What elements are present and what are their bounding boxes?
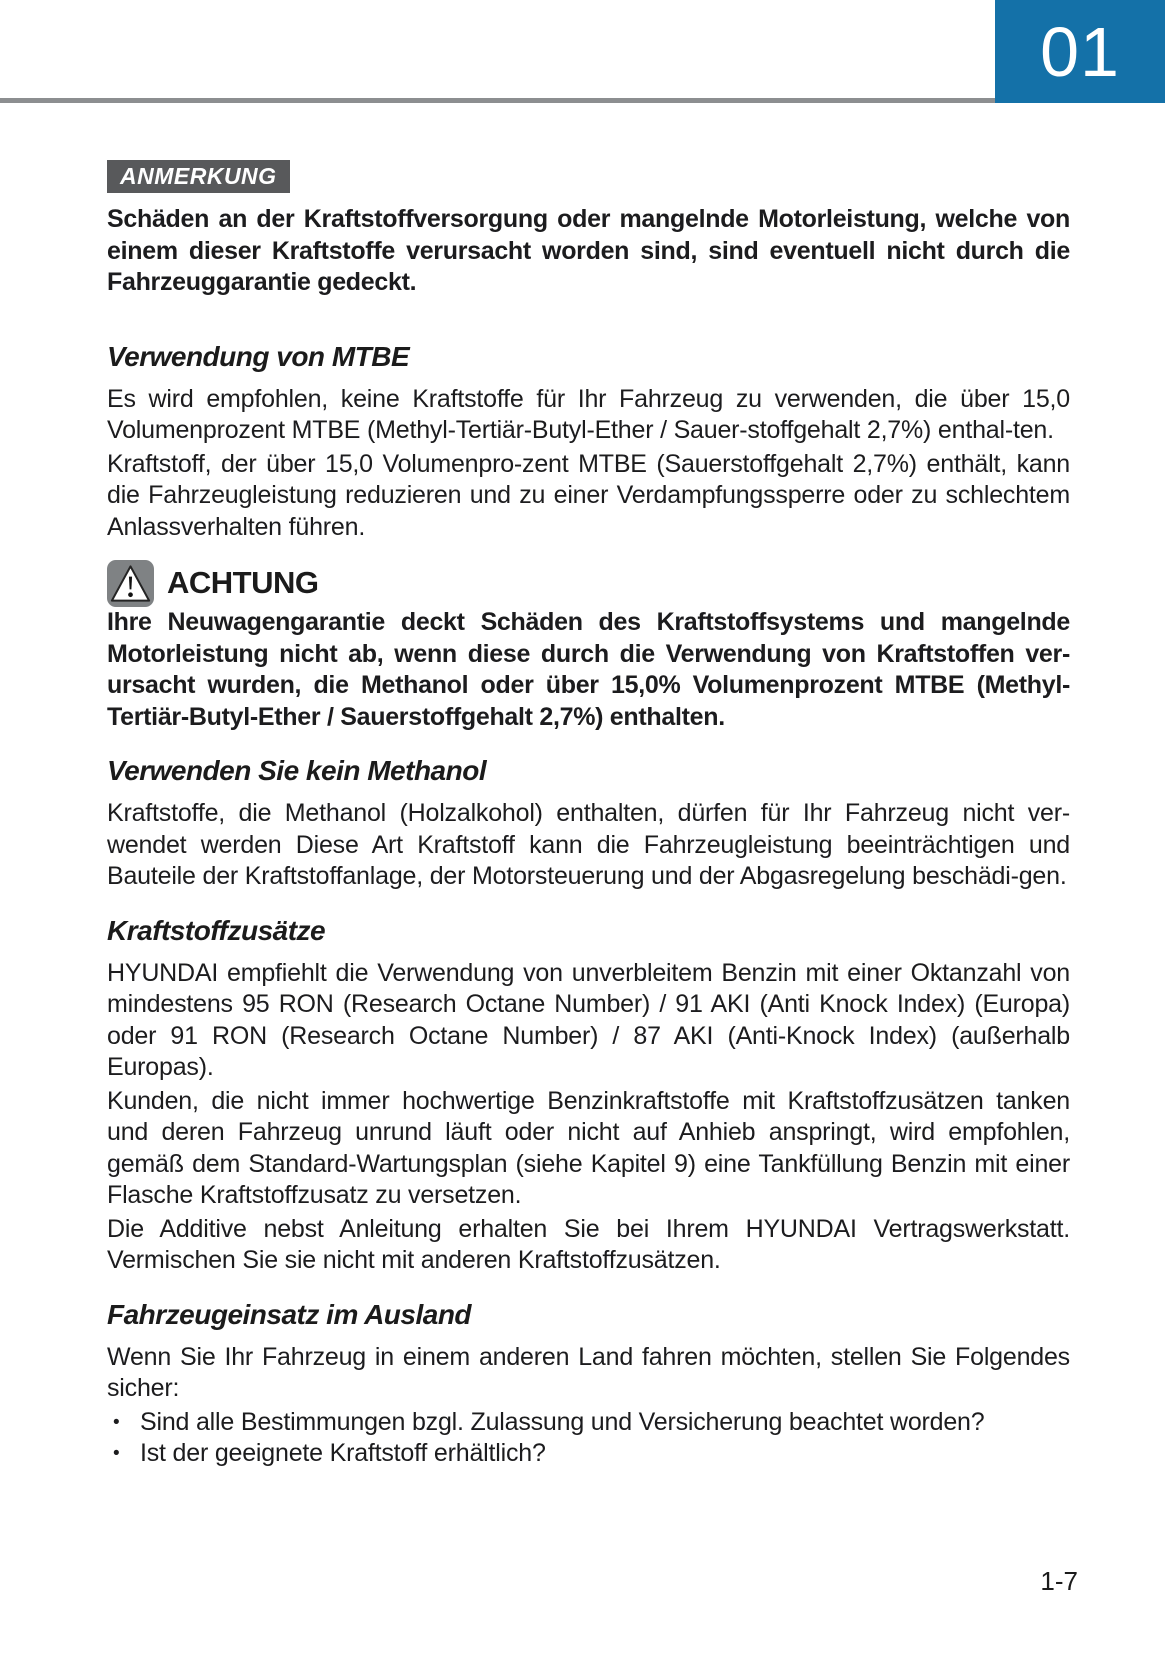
mtbe-paragraph-2: Kraftstoff, der über 15,0 Volumenpro-zent MTBE (Sauerstoffgehalt 2,7%) enthält, kann die Fahrzeugleistung reduzieren und zu einer Verdampfungssperre oder zu schlechtem Anlassverhalten führen. [107, 449, 1070, 541]
chapter-tab [995, 0, 1165, 103]
methanol-paragraph: Kraftstoffe, die Methanol (Holzalkohol) enthalten, dürfen für Ihr Fahrzeug nicht ver-wendet werden Diese Art Kraftstoff kann die Fahrzeugleistung beeinträchtigen und Bauteile der Kraftstoffanlage, der Motorsteuerung und der Abgasregelung beschädi-gen. [107, 799, 1070, 890]
zusaetze-paragraph-2: Kunden, die nicht immer hochwertige Benzinkraftstoffe mit Kraftstoffzusätzen tanken und deren Fahrzeug unrund läuft oder nicht auf Anhieb anspringt, wird empfohlen, gemäß dem Standard-Wartungsplan (siehe Kapitel 9) eine Tankfüllung Benzin mit einer Flasche Kraftstoffzusatz zu versetzen. [107, 1086, 1070, 1209]
note-text: Schäden an der Kraftstoffversorgung oder mangelnde Motorleistung, welche von einem dieser Kraftstoffe verursacht worden sind, sind eventuell nicht durch die Fahrzeuggarantie gedeckt. [107, 205, 1070, 296]
zusaetze-paragraph-1: HYUNDAI empfiehlt die Verwendung von unverbleitem Benzin mit einer Oktanzahl von mindestens 95 RON (Research Octane Number) / 91 AKI (Anti Knock Index) (Europa) oder 91 RON (Research Octane Number) / 87 AKI (Anti-Knock Index) (außerhalb Europas). [107, 958, 1070, 1081]
section-heading-kraftstoffzusaetze: Kraftstoffzusätze [107, 914, 326, 946]
note-block [107, 160, 1070, 299]
section-heading-mtbe: Verwendung von MTBE [107, 340, 410, 372]
header-rule [0, 98, 995, 103]
page-content [107, 160, 1070, 1470]
caution-title: ACHTUNG [167, 565, 319, 600]
mtbe-paragraph-1: Es wird empfohlen, keine Kraftstoffe für Ihr Fahrzeug zu verwenden, die über 15,0 Volumenprozent MTBE (Methyl-Tertiär-Butyl-Ether / Sauer-stoffgehalt 2,7%) enthal-ten. [107, 384, 1070, 444]
list-item-text: Ist der geeignete Kraftstoff erhältlich? [140, 1439, 546, 1467]
list-item-text: Sind alle Bestimmungen bzgl. Zulassung und Versicherung beachtet worden? [140, 1407, 985, 1436]
section-heading-methanol: Verwenden Sie kein Methanol [107, 755, 487, 786]
bullet-icon: • [113, 1443, 120, 1464]
warning-triangle-icon [107, 560, 154, 607]
chapter-number: 01 [1040, 12, 1120, 91]
ausland-paragraph: Wenn Sie Ihr Fahrzeug in einem anderen Land fahren möchten, stellen Sie Folgendes sicher: [107, 1342, 1070, 1402]
caution-text: Ihre Neuwagengarantie deckt Schäden des Kraftstoffsystems und mangelnde Motorleistung nicht ab, wenn diese durch die Verwendung von Kraftstoffen ver-ursacht wurden, die Methanol oder über 15,0% Volumenprozent MTBE (Methyl-Tertiär-Butyl-Ether / Sauerstoffgehalt 2,7%) enthalten. [107, 608, 1070, 731]
note-badge: ANMERKUNG [107, 160, 290, 193]
caution-header [107, 559, 1070, 607]
bullet-icon: • [113, 1411, 120, 1433]
zusaetze-paragraph-3: Die Additive nebst Anleitung erhalten Sie bei Ihrem HYUNDAI Vertragswerkstatt. Vermischen Sie sie nicht mit anderen Kraftstoffzusätzen. [107, 1214, 1070, 1274]
list-item [107, 1407, 1070, 1439]
page-number: 1-7 [1040, 1566, 1078, 1596]
ausland-checklist [107, 1407, 1070, 1470]
list-item [107, 1438, 1070, 1470]
section-heading-ausland: Fahrzeugeinsatz im Ausland [107, 1298, 472, 1330]
